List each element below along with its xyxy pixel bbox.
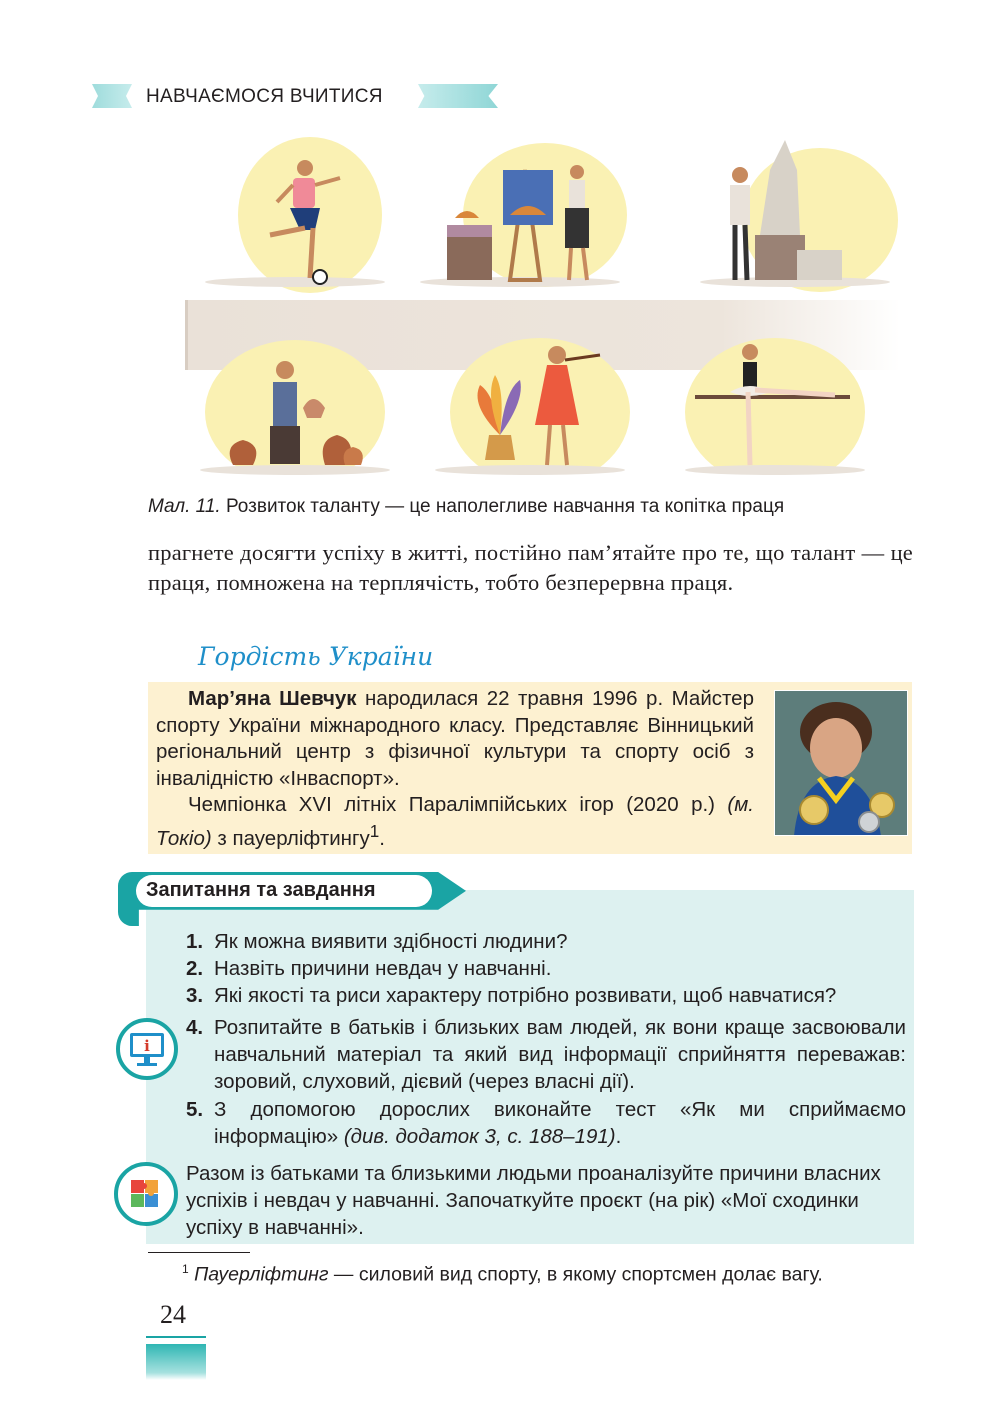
question-number: 3. [186, 984, 204, 1007]
question-number: 2. [186, 957, 204, 980]
question-number: 5. [186, 1098, 204, 1121]
figure-caption [148, 496, 784, 518]
footnote-term: Пауерліфтинг [194, 1263, 329, 1286]
talent-illustration [185, 130, 900, 480]
header-decoration-left [92, 84, 132, 108]
puzzle-icon [114, 1162, 178, 1226]
question-item-3 [186, 982, 906, 1009]
question-text: Як можна виявити здібності людини? [214, 930, 568, 953]
body-paragraph: прагнете досягти успіху в житті, постійно пам’ятайте про те, що талант — це праця, помножена на терплячість, тобто безперервна праця. [148, 540, 913, 595]
question-end: . [615, 1125, 622, 1148]
figure-caption-text: Розвиток таланту — це наполегливе навчання та копітка праця [220, 496, 785, 517]
question-text: З допомогою дорослих виконайте тест «Як ми сприймаємо інформацію» [214, 1098, 906, 1148]
header-title: НАВЧАЄМОСЯ ВЧИТИСЯ [146, 86, 383, 107]
question-item-2 [186, 955, 906, 982]
athlete-name: Мар’яна Шевчук [188, 687, 357, 710]
questions-heading: Запитання та завдання [146, 879, 376, 901]
question-reference: (див. додаток 3, с. 188–191) [343, 1125, 616, 1148]
footnote-mark: 1 [182, 1262, 189, 1276]
footnote-divider [148, 1252, 250, 1253]
pride-text [156, 686, 754, 852]
question-text: Розпитайте в батьків і близьких вам людей, як вони краще засвоювали навчальний матеріал та який вид інформації сприйняття переважав: зоровий, слуховий, дієвий (через власні дії). [214, 1016, 906, 1093]
footnote-text: — силовий вид спорту, в якому спортсмен долає вагу. [328, 1263, 823, 1286]
pride-city: (м. Токіо) [156, 793, 754, 850]
question-number: 4. [186, 1016, 204, 1039]
question-item-1 [186, 928, 906, 955]
pride-paragraph-2: Чемпіонка XVI літніх Паралімпійських ігор (2020 р.) [188, 793, 728, 816]
svg-text:i: i [144, 1037, 150, 1055]
page-number-decoration [146, 1344, 206, 1380]
page-number: 24 [160, 1300, 186, 1329]
footnote-ref: 1 [369, 821, 380, 841]
question-item-4 [186, 1014, 906, 1095]
question-item-5 [186, 1096, 906, 1150]
figure-label: Мал. 11. [148, 496, 221, 517]
pride-paragraph-1: народилася 22 травня 1996 р. Майстер спорту України міжнародного класу. Представляє Вінницький регіональний центр з фізичної культури та спорту осіб з інвалідністю «Інваспорт». [156, 687, 754, 790]
pride-end: . [379, 826, 385, 850]
pride-section-title: Гордість України [198, 642, 434, 671]
page-number-rule [146, 1336, 206, 1338]
question-text: Назвіть причини невдач у навчанні. [214, 957, 552, 980]
pride-sport: з пауерліфтингу [211, 826, 370, 850]
header-decoration-right [418, 84, 498, 108]
footnote [182, 1262, 823, 1287]
athlete-photo [774, 690, 908, 836]
info-monitor-icon [116, 1018, 178, 1080]
project-task-text: Разом із батьками та близькими людьми проаналізуйте причини власних успіхів і невдач у навчанні. Започаткуйте проєкт (на рік) «Мої сходинки успіху в навчанні». [186, 1162, 881, 1239]
question-text: Які якості та риси характеру потрібно розвивати, щоб навчатися? [214, 984, 837, 1007]
question-number: 1. [186, 930, 204, 953]
